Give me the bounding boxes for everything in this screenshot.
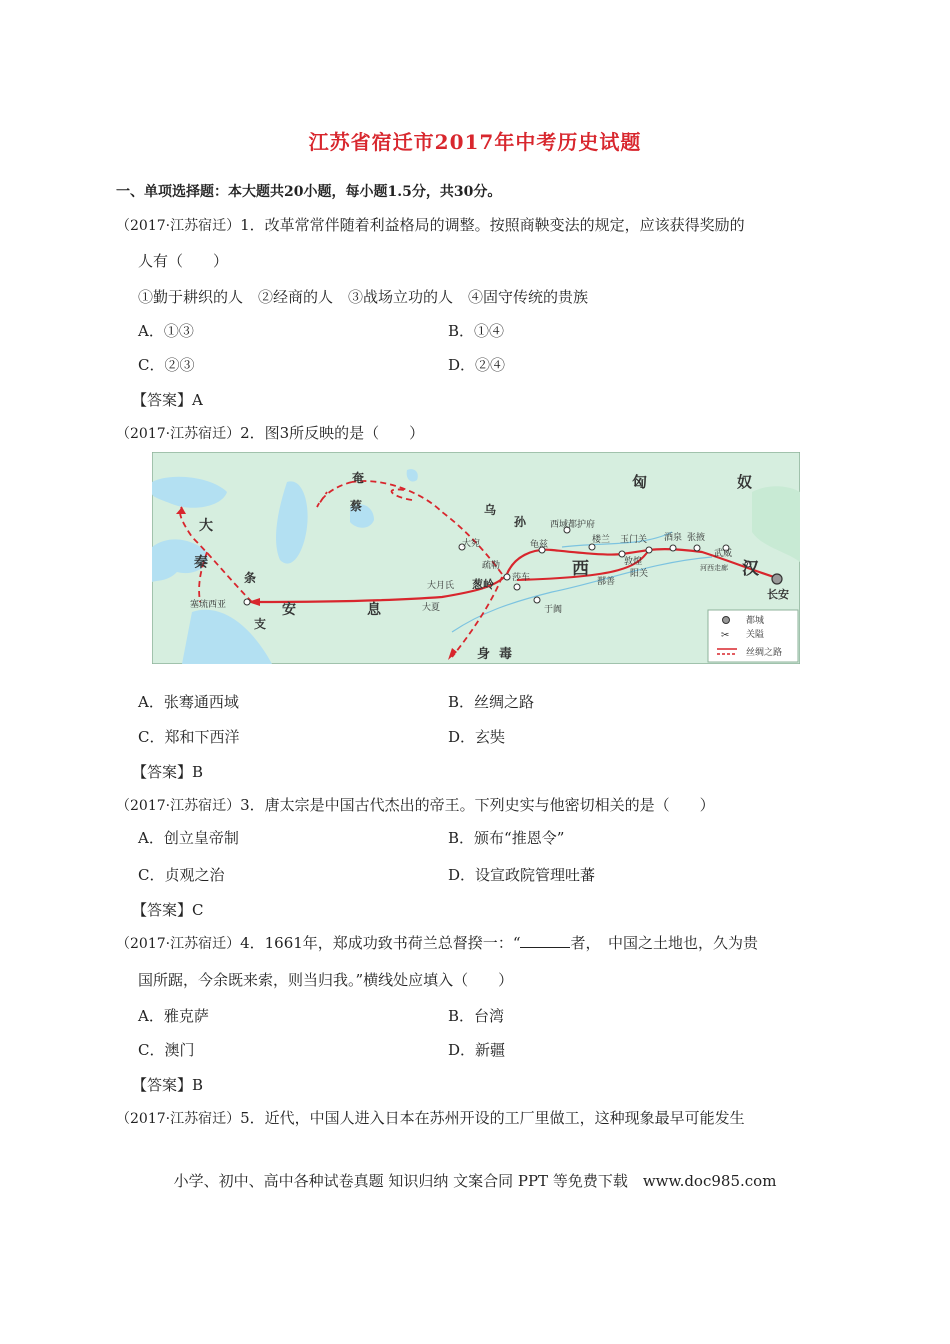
label-yangguan: 阳关 xyxy=(630,569,649,579)
label-changan: 长安 xyxy=(767,588,789,601)
option-a: A．①③ xyxy=(138,322,194,340)
answer: 【答案】B xyxy=(132,763,204,781)
pass-legend-icon: ✂ xyxy=(721,630,730,641)
label-dayuezhi: 大月氏 xyxy=(427,581,455,591)
label-jiuquan: 酒泉 xyxy=(664,533,683,543)
question-4 xyxy=(116,933,758,954)
legend-capital: 都城 xyxy=(746,616,765,626)
option-d: D．玄奘 xyxy=(448,728,506,746)
silk-road-map xyxy=(152,452,800,664)
label-shen: 身 xyxy=(477,647,491,662)
label-zhangye: 张掖 xyxy=(687,533,706,543)
question-source: （2017·江苏宿迁） xyxy=(116,218,241,234)
label-du: 毒 xyxy=(499,647,513,662)
question-source: （2017·江苏宿迁） xyxy=(116,798,241,814)
answer: 【答案】B xyxy=(132,1076,204,1094)
label-tiao: 条 xyxy=(244,571,257,585)
label-duhufu: 西域都护府 xyxy=(550,520,596,530)
label-xiongnu-1: 匈 xyxy=(632,473,648,491)
answer: 【答案】A xyxy=(132,391,203,409)
label-shanshan: 鄯善 xyxy=(597,577,616,587)
page-footer: 小学、初中、高中各种试卷真题 知识归纳 文案合同 PPT 等免费下载 www.doc985.com xyxy=(173,1172,777,1190)
question-2 xyxy=(116,423,424,444)
question-stem: 1．改革常常伴随着利益格局的调整。按照商鞅变法的规定，应该获得奖励的 xyxy=(240,216,745,234)
label-hexi: 河西走廊 xyxy=(700,564,728,572)
map-legend xyxy=(708,610,798,662)
option-d: D．②④ xyxy=(448,356,506,374)
section-heading: 一、单项选择题：本大题共20小题，每小题1.5分，共30分。 xyxy=(116,184,502,200)
question-1-items: ①勤于耕织的人 ②经商的人 ③战场立功的人 ④固守传统的贵族 xyxy=(138,288,589,306)
label-qin: 秦 xyxy=(194,555,208,571)
question-stem: 5．近代，中国人进入日本在苏州开设的工厂里做工，这种现象最早可能发生 xyxy=(240,1109,745,1127)
question-source: （2017·江苏宿迁） xyxy=(116,426,241,442)
option-a: A．张骞通西域 xyxy=(138,693,239,711)
label-yumenguan: 玉门关 xyxy=(620,535,648,545)
fill-in-blank xyxy=(520,933,570,948)
label-congling: 葱岭 xyxy=(472,578,494,591)
label-qiuci: 龟兹 xyxy=(530,540,549,550)
option-d: D．设宣政院管理吐蕃 xyxy=(448,866,596,884)
label-seleucia: 塞琉西亚 xyxy=(190,600,227,610)
option-c: C．郑和下西洋 xyxy=(138,728,240,746)
option-a: A．创立皇帝制 xyxy=(138,829,239,847)
label-yutian: 于阗 xyxy=(544,605,563,615)
label-xi2: 息 xyxy=(367,602,381,618)
question-stem: 4．1661年，郑成功致书荷兰总督揆一：“ xyxy=(240,934,521,952)
question-4-stem-continued: 国所踞，今余既来索，则当归我。”横线处应填入（ ） xyxy=(138,971,514,989)
legend-route: 丝绸之路 xyxy=(746,648,783,658)
label-yan: 奄 xyxy=(352,471,365,485)
option-c: C．澳门 xyxy=(138,1041,195,1059)
label-wu: 乌 xyxy=(484,503,497,517)
label-zhi: 支 xyxy=(254,617,267,631)
question-source: （2017·江苏宿迁） xyxy=(116,1111,241,1127)
document-title: 江苏省宿迁市2017年中考历史试题 xyxy=(308,130,642,154)
question-stem: 2．图3所反映的是（ ） xyxy=(240,424,425,442)
label-xiongnu-2: 奴 xyxy=(737,473,753,491)
option-d: D．新疆 xyxy=(448,1041,506,1059)
option-a: A．雅克萨 xyxy=(138,1007,209,1025)
option-c: C．②③ xyxy=(138,356,195,374)
legend-pass: 关隘 xyxy=(746,630,765,640)
question-3 xyxy=(116,795,715,816)
option-c: C．贞观之治 xyxy=(138,866,225,884)
label-dawan: 大宛 xyxy=(462,539,481,549)
label-xi: 西 xyxy=(572,559,589,579)
label-loulan: 楼兰 xyxy=(592,535,611,545)
changan-marker xyxy=(772,574,782,584)
question-1 xyxy=(116,215,745,236)
label-da: 大 xyxy=(199,518,213,534)
option-b: B．台湾 xyxy=(448,1007,505,1025)
label-daxia: 大夏 xyxy=(422,603,441,613)
answer: 【答案】C xyxy=(132,901,204,919)
question-source: （2017·江苏宿迁） xyxy=(116,936,241,952)
option-b: B．①④ xyxy=(448,322,505,340)
label-shule: 疏勒 xyxy=(482,561,501,571)
question-5 xyxy=(116,1108,745,1129)
label-cai: 蔡 xyxy=(350,499,363,513)
option-b: B．颁布“推恩令” xyxy=(448,829,565,847)
question-stem: 3．唐太宗是中国古代杰出的帝王。下列史实与他密切相关的是（ ） xyxy=(240,796,715,814)
label-han: 汉 xyxy=(742,559,759,579)
label-wuwei: 武威 xyxy=(714,549,733,559)
label-sun: 孙 xyxy=(514,515,527,529)
label-dunhuang: 敦煌 xyxy=(624,557,643,567)
label-shache: 莎车 xyxy=(512,573,531,583)
question-1-stem-continued: 人有（ ） xyxy=(138,252,229,270)
question-stem-end: 者， 中国之土地也，久为贵 xyxy=(570,934,758,952)
option-b: B．丝绸之路 xyxy=(448,693,535,711)
capital-legend-icon xyxy=(723,617,730,624)
label-an: 安 xyxy=(282,602,296,618)
